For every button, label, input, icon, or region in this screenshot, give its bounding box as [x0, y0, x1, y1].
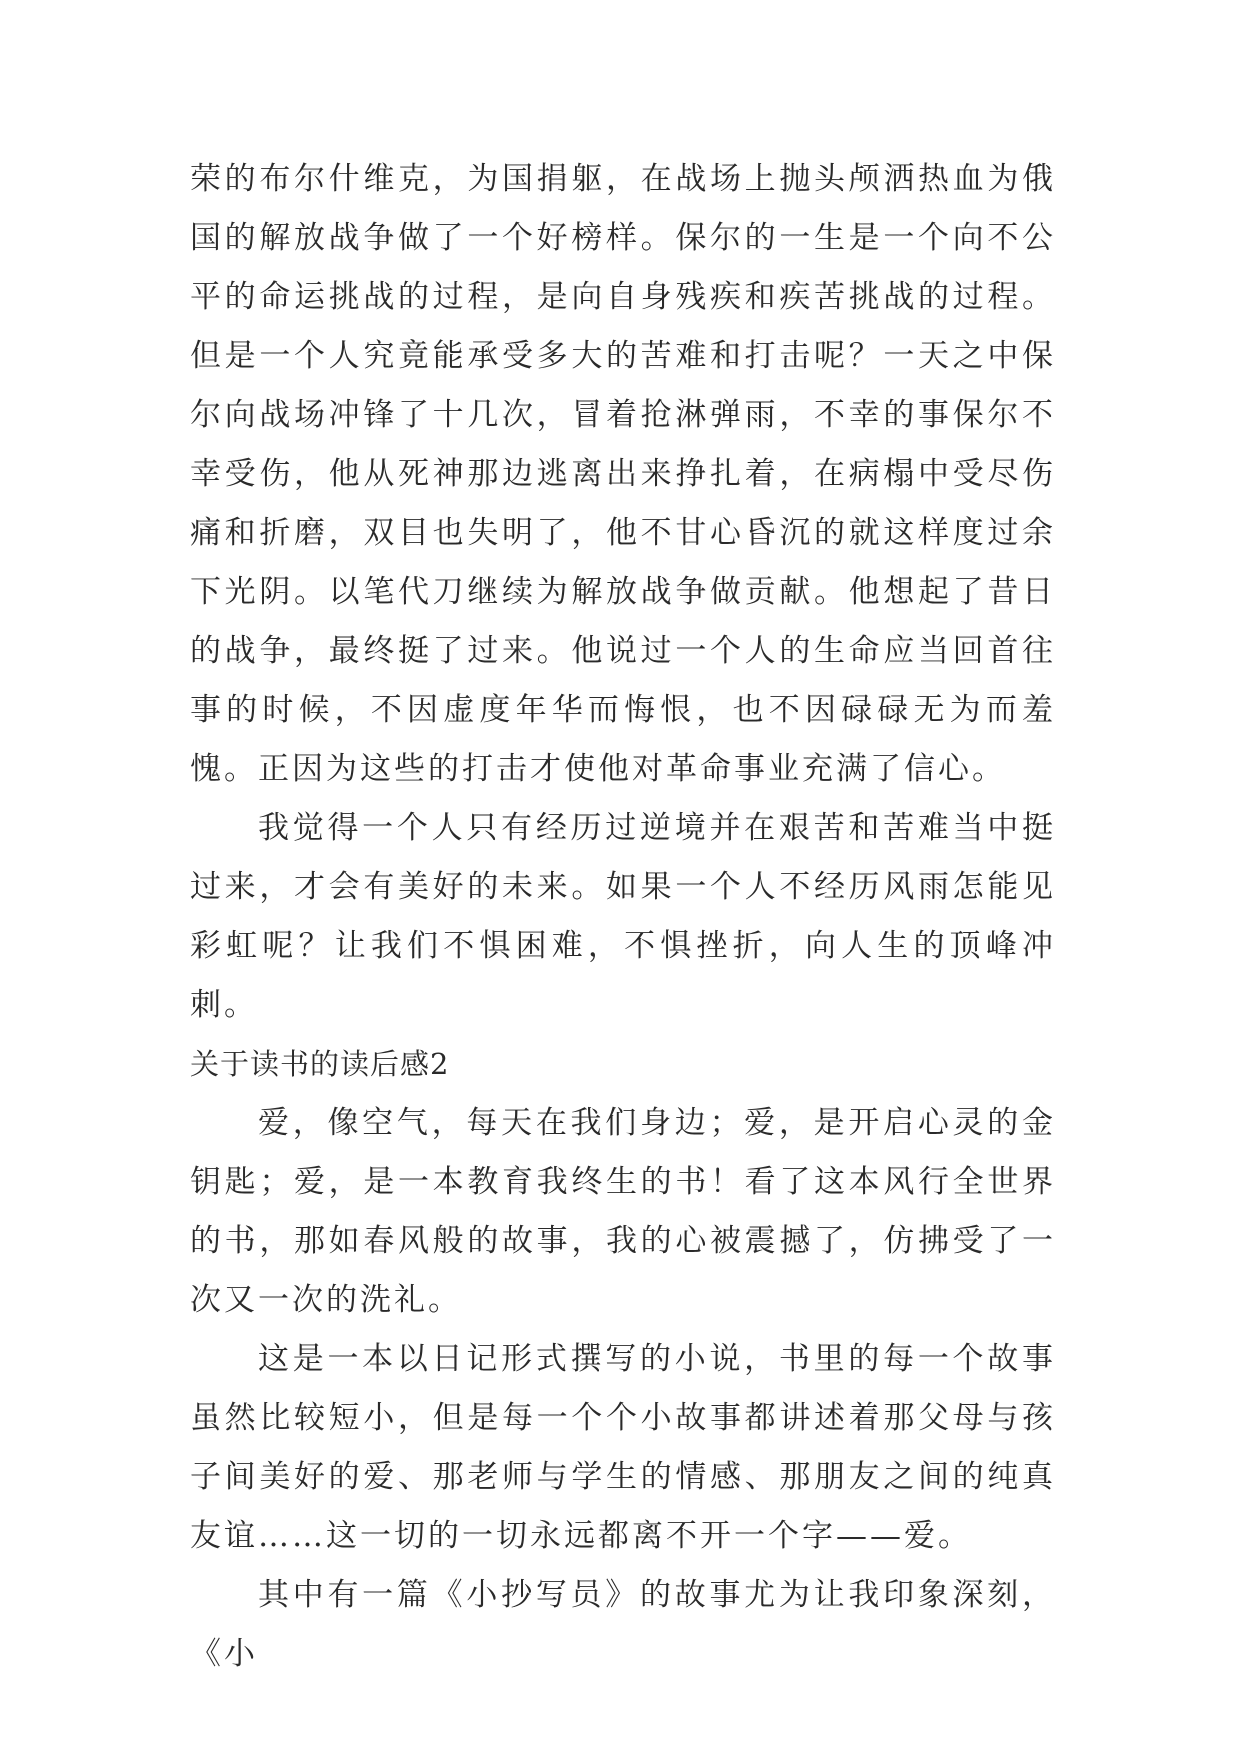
paragraph-reflection: 我觉得一个人只有经历过逆境并在艰苦和苦难当中挺过来，才会有美好的未来。如果一个人不经历风雨怎能见彩虹呢？让我们不惧困难，不惧挫折，向人生的顶峰冲刺。 — [190, 810, 1056, 1023]
paragraph-story-mention: 其中有一篇《小抄写员》的故事尤为让我印象深刻，《小 — [190, 1577, 1056, 1672]
document-body — [190, 150, 1056, 1684]
paragraph-continuation: 荣的布尔什维克，为国捐躯，在战场上抛头颅洒热血为俄国的解放战争做了一个好榜样。保尔的一生是一个向不公平的命运挑战的过程，是向自身残疾和疾苦挑战的过程。但是一个人究竟能承受多大的苦难和打击呢？一天之中保尔向战场冲锋了十几次，冒着抢淋弹雨，不幸的事保尔不幸受伤，他从死神那边逃离出来挣扎着，在病榻中受尽伤痛和折磨，双目也失明了，他不甘心昏沉的就这样度过余下光阴。以笔代刀继续为解放战争做贡献。他想起了昔日的战争，最终挺了过来。他说过一个人的生命应当回首往事的时候，不因虚度年华而悔恨，也不因碌碌无为而羞愧。正因为这些的打击才使他对革命事业充满了信心。 — [190, 161, 1056, 787]
paragraph-love-intro: 爱，像空气，每天在我们身边；爱，是开启心灵的金钥匙；爱，是一本教育我终生的书！看了这本风行全世界的书，那如春风般的故事，我的心被震撼了，仿拂受了一次又一次的洗礼。 — [190, 1105, 1056, 1318]
paragraph-book-description: 这是一本以日记形式撰写的小说，书里的每一个故事虽然比较短小，但是每一个个小故事都讲述着那父母与孩子间美好的爱、那老师与学生的情感、那朋友之间的纯真友谊……这一切的一切永远都离不开一个字——爱。 — [190, 1341, 1056, 1554]
section-title: 关于读书的读后感2 — [190, 1047, 450, 1081]
